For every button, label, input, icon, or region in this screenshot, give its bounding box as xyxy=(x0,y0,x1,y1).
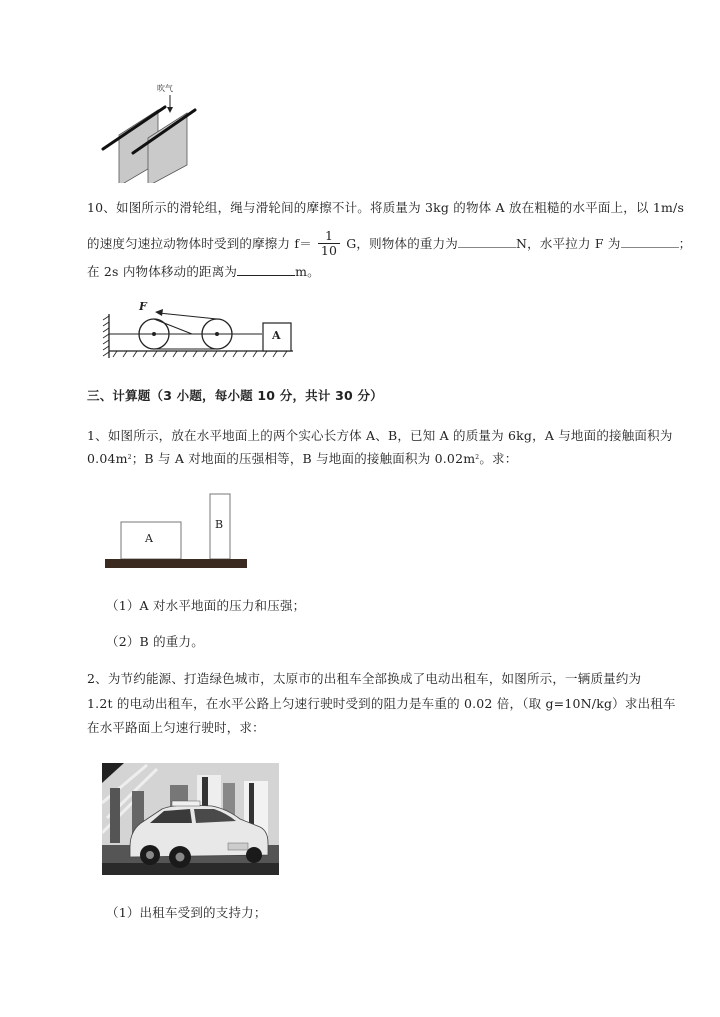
taxi-photo xyxy=(102,763,279,875)
answer-blank-gravity[interactable] xyxy=(458,235,516,248)
sheets-diagram xyxy=(95,83,205,183)
q10-line2-text-b: G，则物体的重力为 xyxy=(346,236,459,251)
section-heading-calculation: 三、计算题（3 小题，每小题 10 分，共计 30 分） xyxy=(87,388,383,403)
q1-line1: 1、如图所示，放在水平地面上的两个实心长方体 A、B，已知 A 的质量为 6kg，A 与地面的接触面积为 xyxy=(87,428,673,443)
q2-line1: 2、为节约能源、打造绿色城市，太原市的出租车全部换成了电动出租车，如图所示，一辆质量约为 xyxy=(87,671,642,686)
q10-line2 xyxy=(87,230,691,259)
pulley-diagram xyxy=(97,300,297,362)
taxi-illustration xyxy=(102,763,279,875)
blow-label: 吹气 xyxy=(157,84,173,93)
answer-blank-distance[interactable] xyxy=(237,263,295,276)
q10-line3 xyxy=(87,263,320,281)
q1-line2-text-c: 。求： xyxy=(479,451,518,466)
q2-line3: 在水平路面上匀速行驶时，求： xyxy=(87,720,265,735)
q10-line1: 10、如图所示的滑轮组，绳与滑轮间的摩擦不计。将质量为 3kg 的物体 A 放在粗糙的水平面上，以 1m/s xyxy=(87,200,685,215)
q2-line2: 1.2t 的电动出租车，在水平公路上匀速行驶时受到的阻力是车重的 0.02 倍，（取 g=10N/kg）求出租车 xyxy=(87,696,676,711)
figure-blow-between-sheets xyxy=(95,83,205,183)
q2-sub1: （1）出租车受到的支持力； xyxy=(106,905,267,920)
fraction-numerator: 1 xyxy=(318,229,340,244)
fraction-denominator: 10 xyxy=(320,243,338,258)
q10-line2-text-c: N，水平拉力 F 为 xyxy=(516,236,621,251)
block-a-label: A xyxy=(145,532,153,545)
q1-line2-text-a: 0.04m xyxy=(87,451,128,466)
force-label-f: F xyxy=(139,300,147,313)
answer-blank-pull-force[interactable] xyxy=(621,235,679,248)
block-a-label: A xyxy=(272,329,281,342)
q1-line2-text-b: ；B 与 A 对地面的压强相等，B 与地面的接触面积为 0.02m xyxy=(131,451,476,466)
figure-pulley-system xyxy=(97,300,297,362)
blocks-diagram xyxy=(104,492,249,570)
q1-line2 xyxy=(87,450,517,468)
q1-sub2: （2）B 的重力。 xyxy=(106,634,204,649)
fraction-one-tenth xyxy=(318,229,340,258)
superscript-2: 2 xyxy=(475,454,480,461)
q10-line2-text-d: ； xyxy=(678,236,692,251)
q10-line3-text-a: 在 2s 内物体移动的距离为 xyxy=(87,264,238,279)
block-b-label: B xyxy=(215,518,224,531)
q1-sub1: （1）A 对水平地面的压力和压强； xyxy=(106,598,306,613)
superscript-2: 2 xyxy=(127,454,132,461)
q10-line3-text-b: m。 xyxy=(295,264,320,279)
q10-line2-text-a: 的速度匀速拉动物体时受到的摩擦力 f＝ xyxy=(87,236,312,251)
figure-blocks-ab xyxy=(104,492,249,570)
